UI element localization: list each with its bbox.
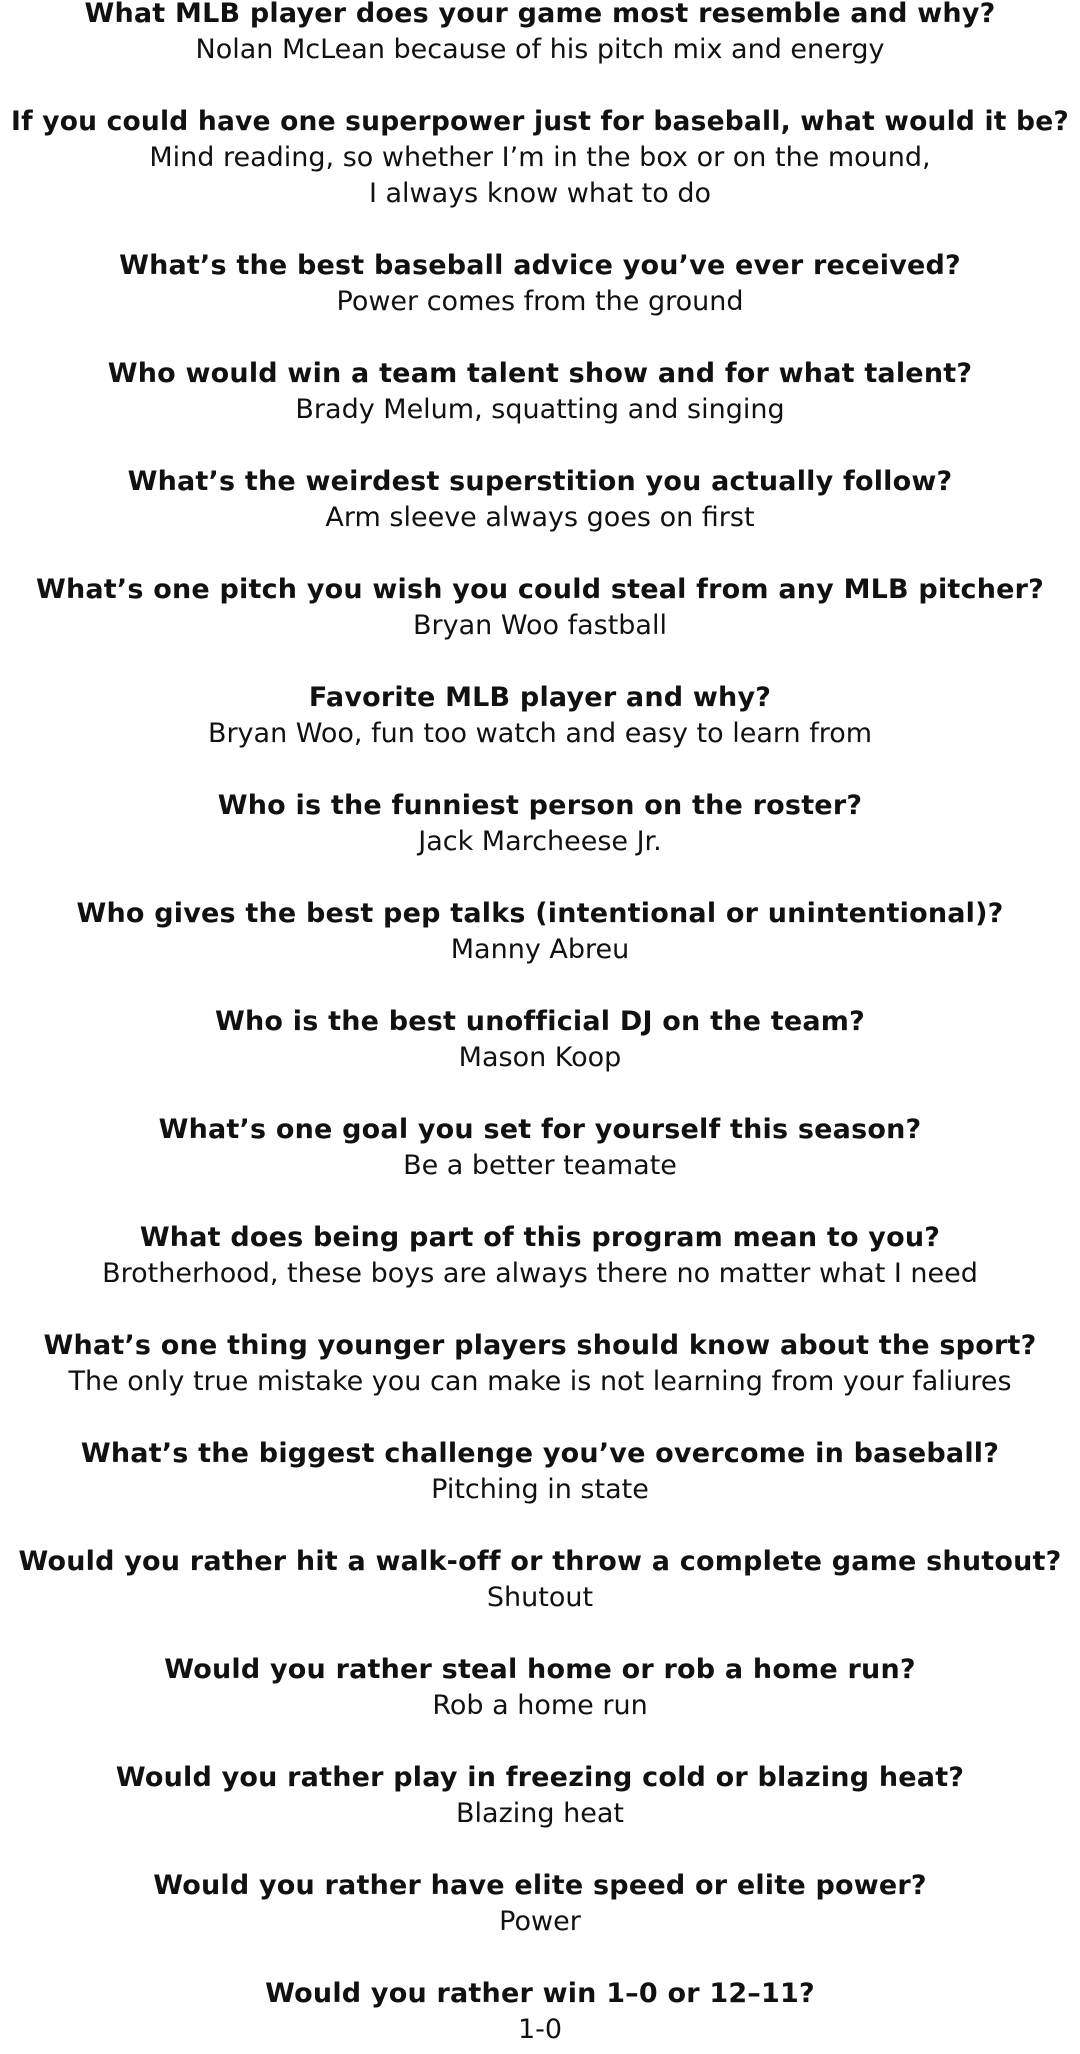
- answer: Arm sleeve always goes on first: [325, 502, 755, 533]
- qa-item: [0, 104, 1080, 212]
- qa-item: [0, 788, 1080, 860]
- qa-item: [0, 1436, 1080, 1508]
- answer: Shutout: [486, 1582, 594, 1613]
- question: Would you rather play in freezing cold or blazing heat?: [115, 1762, 965, 1793]
- answer: Mind reading, so whether I’m in the box or on the mound, I always know what to do: [149, 142, 931, 209]
- answer: The only true mistake you can make is not learning from your faliures: [68, 1366, 1012, 1397]
- question: Who gives the best pep talks (intentional or unintentional)?: [76, 898, 1004, 929]
- qa-item: [0, 464, 1080, 536]
- qa-item: [0, 356, 1080, 428]
- answer: 1-0: [517, 2014, 563, 2045]
- question: If you could have one superpower just for baseball, what would it be?: [11, 106, 1069, 137]
- question: Would you rather have elite speed or elite power?: [153, 1870, 927, 1901]
- answer: Bryan Woo fastball: [413, 610, 667, 641]
- qa-item: [0, 1760, 1080, 1832]
- question: Who is the best unofficial DJ on the team?: [215, 1006, 865, 1037]
- question: What’s one pitch you wish you could steal from any MLB pitcher?: [35, 574, 1045, 605]
- question: Would you rather steal home or rob a home run?: [164, 1654, 916, 1685]
- question: Favorite MLB player and why?: [308, 682, 772, 713]
- answer: Be a better teamate: [403, 1150, 677, 1181]
- qa-item: [0, 1220, 1080, 1292]
- answer: Power comes from the ground: [336, 286, 744, 317]
- answer: Brady Melum, squatting and singing: [295, 394, 785, 425]
- answer: Power: [499, 1906, 581, 1937]
- question: What’s the biggest challenge you’ve overcome in baseball?: [80, 1438, 1000, 1469]
- qa-item: [0, 1004, 1080, 1076]
- answer: Nolan McLean because of his pitch mix and energy: [195, 34, 885, 65]
- qa-item: [0, 896, 1080, 968]
- qa-item: [0, 1328, 1080, 1400]
- answer: Pitching in state: [431, 1474, 649, 1505]
- qa-item: [0, 1976, 1080, 2048]
- qa-item: [0, 572, 1080, 644]
- question: Who would win a team talent show and for what talent?: [107, 358, 973, 389]
- answer: Rob a home run: [432, 1690, 648, 1721]
- qa-item: [0, 1112, 1080, 1184]
- question: What’s the best baseball advice you’ve ever received?: [119, 250, 961, 281]
- qa-item: [0, 680, 1080, 752]
- answer: Mason Koop: [458, 1042, 622, 1073]
- qa-item: [0, 0, 1080, 68]
- answer: Bryan Woo, fun too watch and easy to learn from: [207, 718, 873, 749]
- qa-item: [0, 1652, 1080, 1724]
- question: What MLB player does your game most resemble and why?: [84, 0, 996, 29]
- question: What’s one goal you set for yourself this season?: [158, 1114, 922, 1145]
- question: What’s the weirdest superstition you actually follow?: [127, 466, 953, 497]
- answer: Jack Marcheese Jr.: [418, 826, 662, 857]
- question: What does being part of this program mean to you?: [139, 1222, 941, 1253]
- answer: Brotherhood, these boys are always there no matter what I need: [102, 1258, 978, 1289]
- qa-item: [0, 1868, 1080, 1940]
- question: Would you rather win 1–0 or 12–11?: [265, 1978, 815, 2009]
- answer: Blazing heat: [456, 1798, 624, 1829]
- question: What’s one thing younger players should know about the sport?: [43, 1330, 1037, 1361]
- answer: Manny Abreu: [450, 934, 630, 965]
- question: Who is the funniest person on the roster?: [217, 790, 863, 821]
- qa-item: [0, 248, 1080, 320]
- question: Would you rather hit a walk-off or throw a complete game shutout?: [18, 1546, 1062, 1577]
- qa-item: [0, 1544, 1080, 1616]
